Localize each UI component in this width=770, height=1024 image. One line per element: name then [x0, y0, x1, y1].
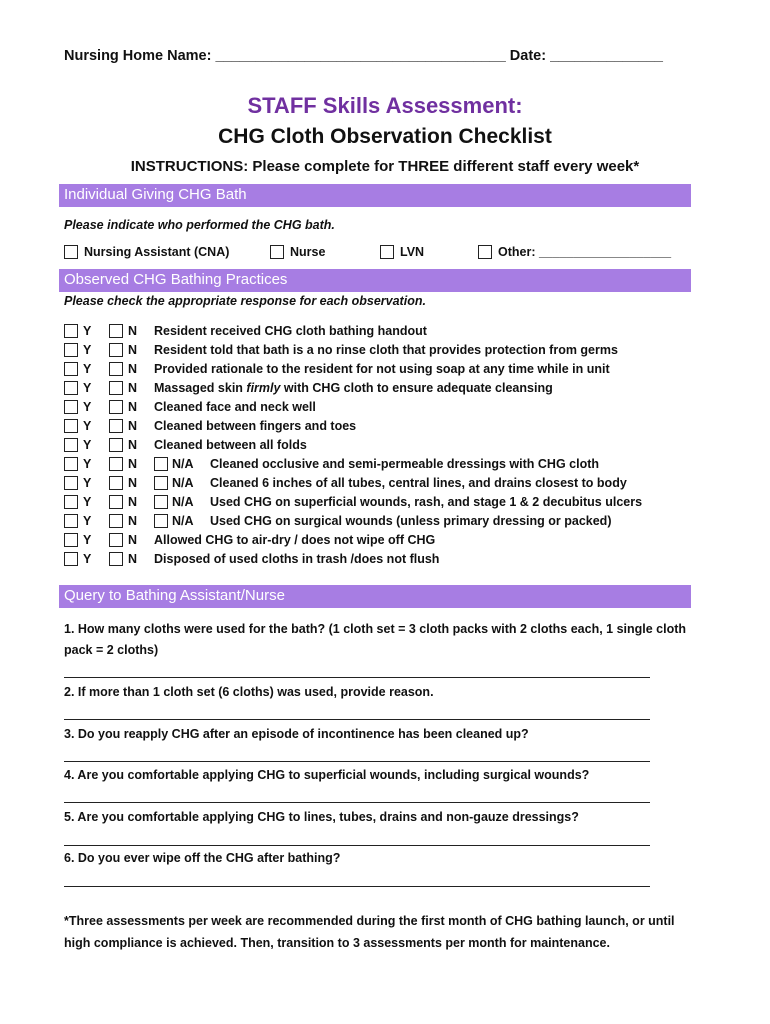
role-label: Nursing Assistant (CNA)	[84, 245, 230, 259]
no-label: N	[128, 533, 138, 547]
page-title: STAFF Skills Assessment:	[247, 93, 523, 118]
na-label: N/A	[172, 514, 194, 528]
observation-text: Cleaned 6 inches of all tubes, central lines, and drains closest to body	[210, 476, 627, 490]
no-label: N	[128, 495, 138, 509]
query-question-2: 2. If more than 1 cloth set (6 cloths) was used, provide reason.	[64, 685, 434, 699]
yes-checkbox[interactable]	[64, 438, 78, 452]
na-checkbox[interactable]	[154, 457, 168, 471]
yes-label: Y	[83, 419, 92, 433]
observation-row	[64, 361, 704, 380]
no-checkbox[interactable]	[109, 381, 123, 395]
query-question-1: 1. How many cloths were used for the bath? (1 cloth set = 3 cloth packs with 2 cloths each, 1 single cloth pack = 2 cloths)	[64, 622, 687, 657]
yes-label: Y	[83, 324, 92, 338]
yes-checkbox[interactable]	[64, 533, 78, 547]
observation-row	[64, 475, 704, 494]
no-checkbox[interactable]	[109, 362, 123, 376]
no-checkbox[interactable]	[109, 419, 123, 433]
observation-row	[64, 494, 704, 513]
no-checkbox[interactable]	[109, 514, 123, 528]
no-checkbox[interactable]	[109, 324, 123, 338]
observation-text: Cleaned occlusive and semi-permeable dressings with CHG cloth	[210, 457, 600, 471]
section-heading-individual: Individual Giving CHG Bath	[59, 184, 691, 207]
answer-line-1[interactable]	[64, 677, 650, 678]
yes-label: Y	[83, 362, 92, 376]
no-label: N	[128, 438, 138, 452]
na-checkbox[interactable]	[154, 514, 168, 528]
section-heading-observed: Observed CHG Bathing Practices	[59, 269, 691, 292]
no-label: N	[128, 514, 138, 528]
observation-row	[64, 380, 704, 399]
yes-checkbox[interactable]	[64, 552, 78, 566]
query-question-3: 3. Do you reapply CHG after an episode of incontinence has been cleaned up?	[64, 727, 529, 741]
yes-checkbox[interactable]	[64, 324, 78, 338]
page-subtitle: CHG Cloth Observation Checklist	[218, 125, 552, 148]
query-question-4: 4. Are you comfortable applying CHG to superficial wounds, including surgical wounds?	[64, 768, 590, 782]
yes-checkbox[interactable]	[64, 476, 78, 490]
observation-text	[154, 381, 553, 395]
answer-line-6[interactable]	[64, 886, 650, 887]
observation-row	[64, 323, 704, 342]
yes-label: Y	[83, 552, 92, 566]
yes-label: Y	[83, 457, 92, 471]
yes-label: Y	[83, 476, 92, 490]
no-label: N	[128, 381, 138, 395]
observation-row	[64, 437, 704, 456]
observation-text: Allowed CHG to air-dry / does not wipe off CHG	[154, 533, 436, 547]
observation-row	[64, 532, 704, 551]
yes-checkbox[interactable]	[64, 362, 78, 376]
role-label: Other: ___________________	[498, 245, 672, 259]
nurse-checkbox[interactable]	[270, 245, 284, 259]
observation-row	[64, 551, 704, 570]
yes-checkbox[interactable]	[64, 381, 78, 395]
other-checkbox[interactable]	[478, 245, 492, 259]
section2-note: Please check the appropriate response for each observation.	[64, 294, 426, 308]
observation-text: Cleaned face and neck well	[154, 400, 316, 414]
no-checkbox[interactable]	[109, 343, 123, 357]
na-checkbox[interactable]	[154, 476, 168, 490]
yes-label: Y	[83, 533, 92, 547]
na-label: N/A	[172, 457, 194, 471]
yes-checkbox[interactable]	[64, 514, 78, 528]
section-heading-query: Query to Bathing Assistant/Nurse	[59, 585, 691, 608]
cna-checkbox[interactable]	[64, 245, 78, 259]
no-checkbox[interactable]	[109, 552, 123, 566]
yes-checkbox[interactable]	[64, 495, 78, 509]
instructions: INSTRUCTIONS: Please complete for THREE different staff every week*	[130, 158, 640, 175]
no-checkbox[interactable]	[109, 400, 123, 414]
footnote: *Three assessments per week are recommended during the first month of CHG bathing launch, or until high compliance is achieved. Then, transition to 3 assessments per month for maintenance.	[64, 914, 675, 950]
yes-checkbox[interactable]	[64, 343, 78, 357]
answer-line-3[interactable]	[64, 761, 650, 762]
na-label: N/A	[172, 476, 194, 490]
role-option-cna[interactable]	[64, 245, 229, 259]
observation-text: Disposed of used cloths in trash /does not flush	[154, 552, 440, 566]
na-checkbox[interactable]	[154, 495, 168, 509]
observation-text: Used CHG on superficial wounds, rash, and stage 1 & 2 decubitus ulcers	[210, 495, 643, 509]
no-label: N	[128, 457, 138, 471]
observation-text: Provided rationale to the resident for not using soap at any time while in unit	[154, 362, 610, 376]
no-label: N	[128, 343, 138, 357]
lvn-checkbox[interactable]	[380, 245, 394, 259]
yes-label: Y	[83, 438, 92, 452]
role-options	[64, 245, 694, 263]
observation-text: Resident received CHG cloth bathing handout	[154, 324, 427, 338]
role-option-lvn[interactable]	[380, 245, 424, 259]
yes-label: Y	[83, 400, 92, 414]
observation-text: Cleaned between all folds	[154, 438, 307, 452]
no-label: N	[128, 476, 138, 490]
emphasis-text: firmly	[246, 381, 281, 395]
yes-label: Y	[83, 343, 92, 357]
observation-row	[64, 418, 704, 437]
observation-list	[64, 323, 704, 570]
no-label: N	[128, 324, 138, 338]
role-option-nurse[interactable]	[270, 245, 325, 259]
yes-label: Y	[83, 381, 92, 395]
no-label: N	[128, 419, 138, 433]
observation-text: Cleaned between fingers and toes	[154, 419, 357, 433]
yes-label: Y	[83, 495, 92, 509]
role-label: Nurse	[290, 245, 326, 259]
no-checkbox[interactable]	[109, 476, 123, 490]
no-checkbox[interactable]	[109, 457, 123, 471]
yes-label: Y	[83, 514, 92, 528]
no-label: N	[128, 400, 138, 414]
no-checkbox[interactable]	[109, 533, 123, 547]
no-label: N	[128, 552, 138, 566]
text-part: with CHG cloth to ensure adequate cleansing	[280, 381, 553, 395]
yes-checkbox[interactable]	[64, 400, 78, 414]
yes-checkbox[interactable]	[64, 419, 78, 433]
na-label: N/A	[172, 495, 194, 509]
yes-checkbox[interactable]	[64, 457, 78, 471]
answer-line-4[interactable]	[64, 802, 650, 803]
answer-line-5[interactable]	[64, 845, 650, 846]
query-question-5: 5. Are you comfortable applying CHG to lines, tubes, drains and non-gauze dressings?	[64, 810, 579, 824]
answer-line-2[interactable]	[64, 719, 650, 720]
no-checkbox[interactable]	[109, 495, 123, 509]
observation-text: Used CHG on surgical wounds (unless primary dressing or packed)	[210, 514, 612, 528]
observation-row	[64, 513, 704, 532]
role-option-other[interactable]	[478, 245, 671, 259]
section1-note: Please indicate who performed the CHG bath.	[64, 218, 335, 232]
no-checkbox[interactable]	[109, 438, 123, 452]
observation-row	[64, 456, 704, 475]
observation-text: Resident told that bath is a no rinse cloth that provides protection from germs	[154, 343, 618, 357]
role-label: LVN	[400, 245, 425, 259]
observation-row	[64, 342, 704, 361]
header-line: Nursing Home Name: ____________________________________ Date: ______________	[64, 48, 663, 64]
text-part: Massaged skin	[154, 381, 247, 395]
observation-row	[64, 399, 704, 418]
no-label: N	[128, 362, 138, 376]
query-question-6: 6. Do you ever wipe off the CHG after bathing?	[64, 851, 341, 865]
